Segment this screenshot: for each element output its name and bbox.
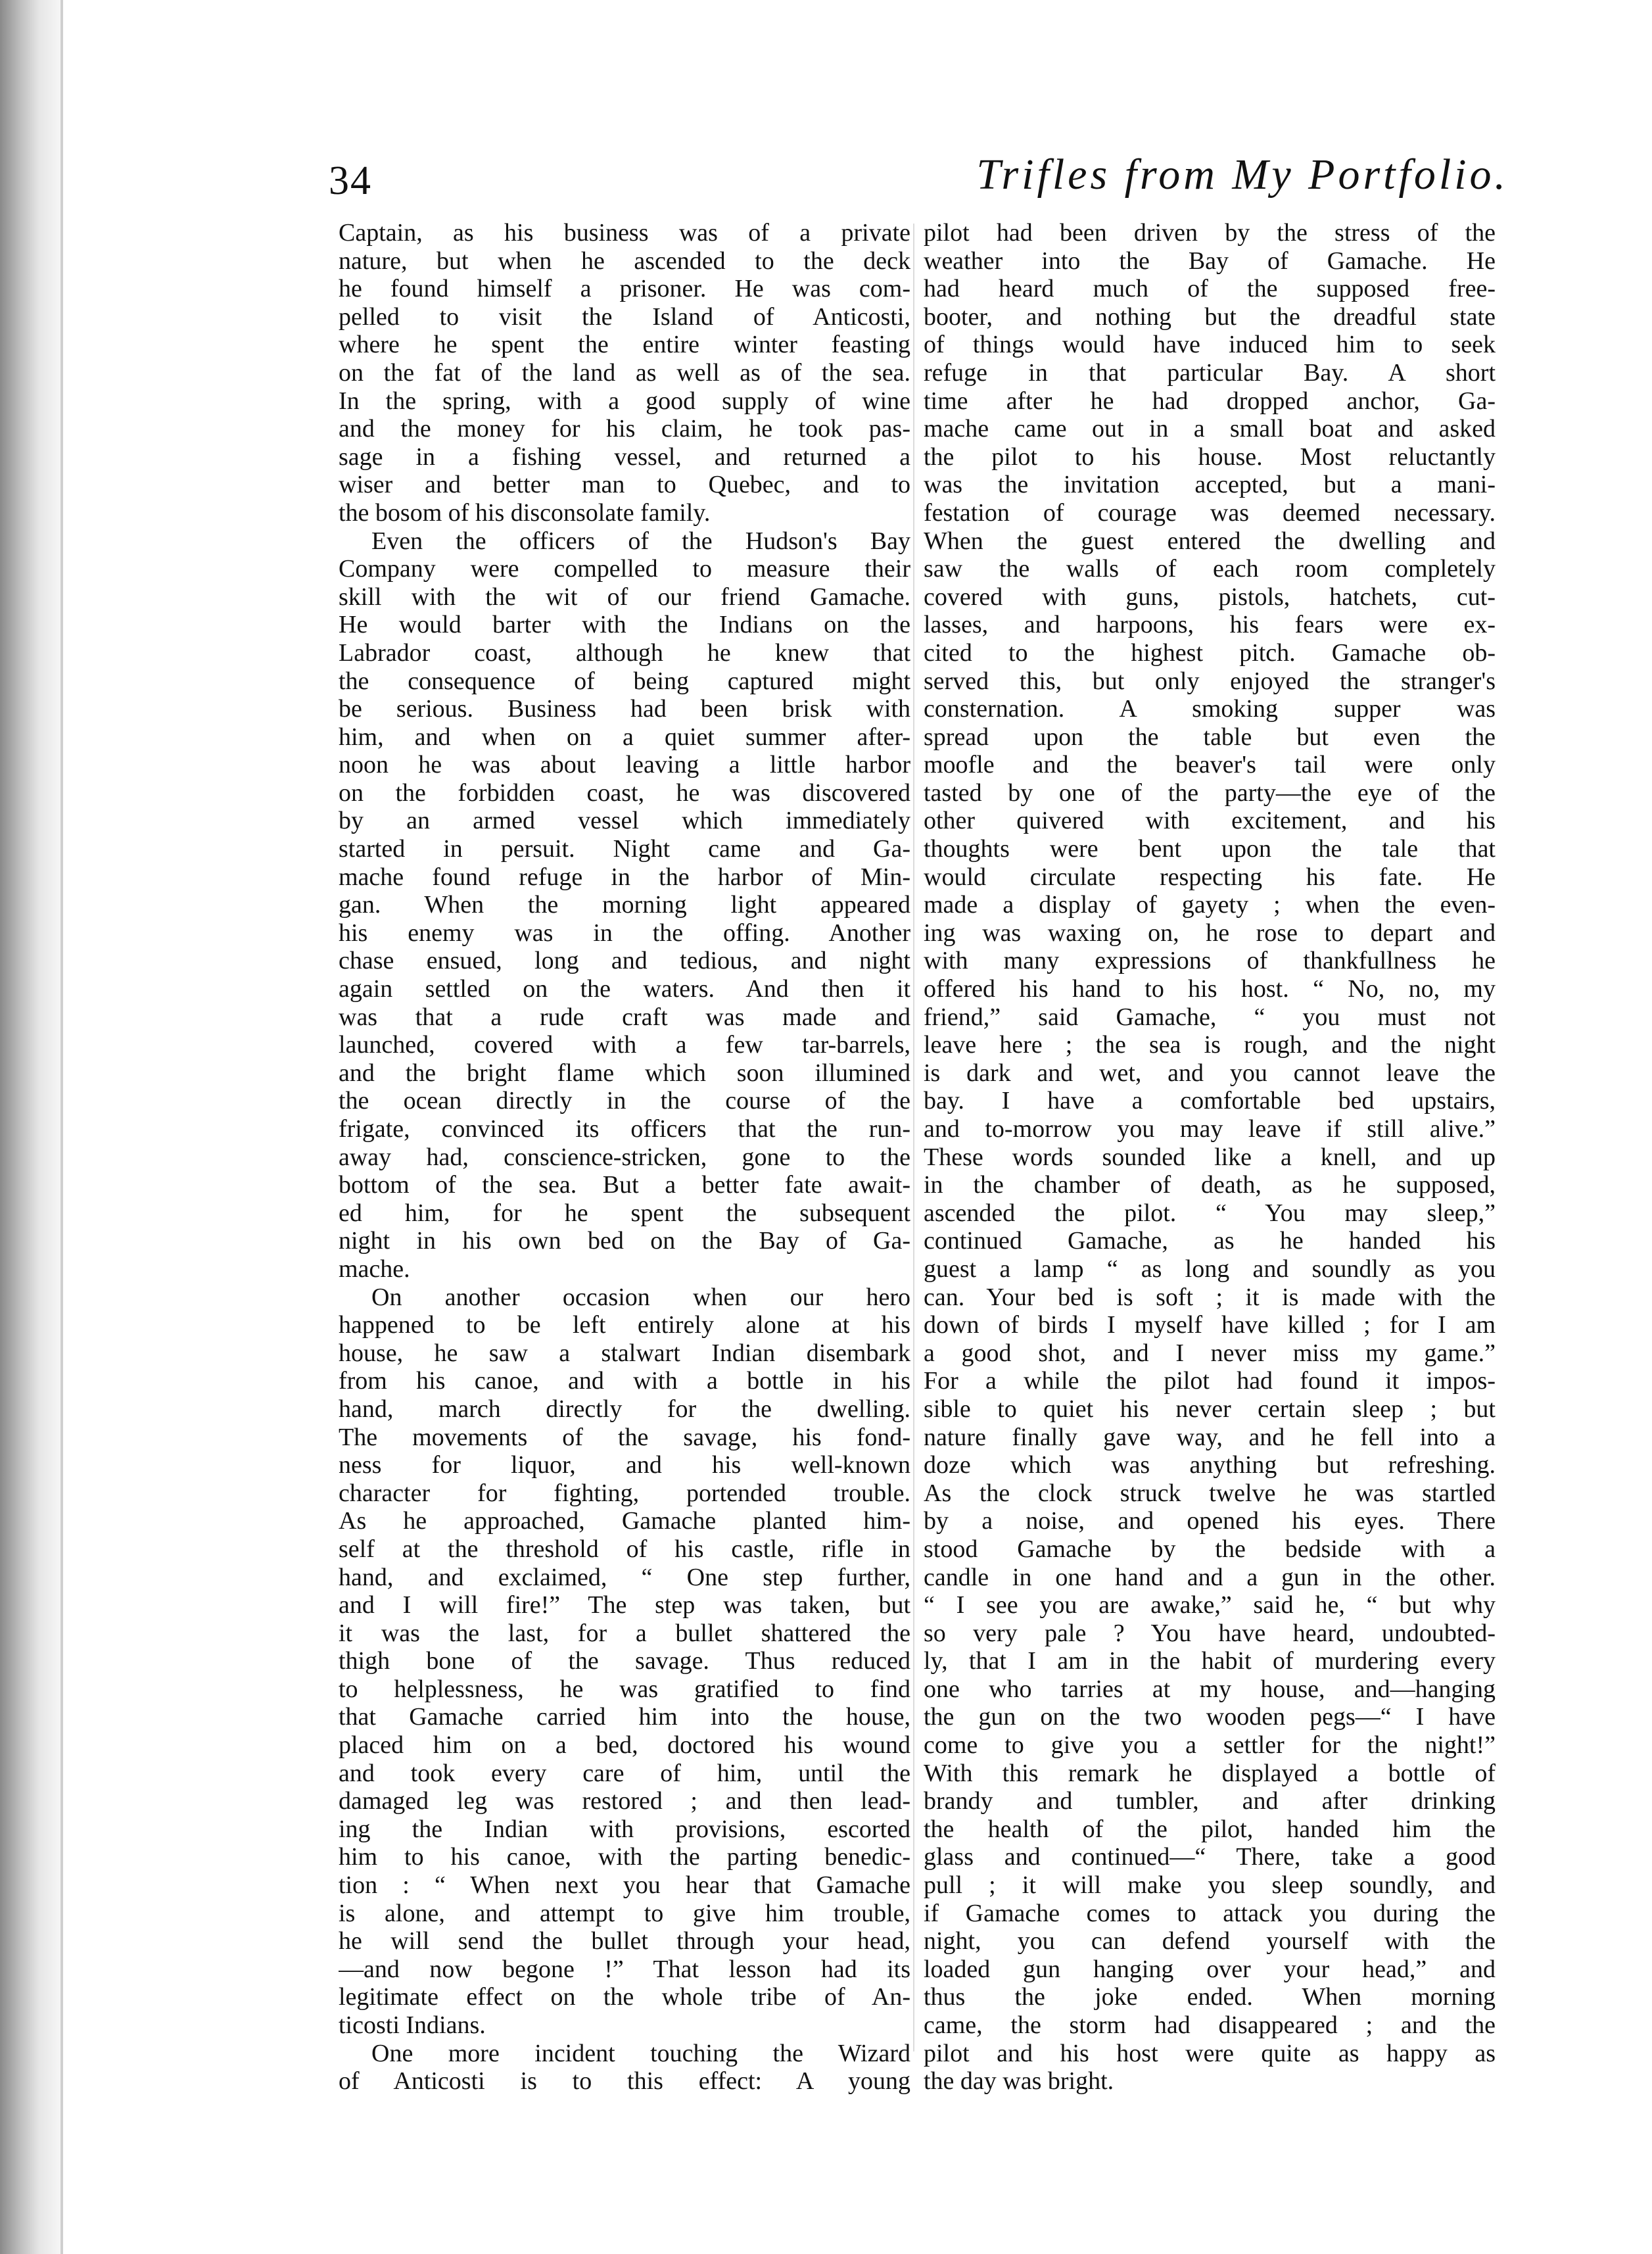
text-line: again settled on the waters. And then it <box>339 975 910 1003</box>
text-line: of things would have induced him to seek <box>924 331 1496 359</box>
text-line: he will send the bullet through your head, <box>339 1927 910 1955</box>
text-line: is dark and wet, and you cannot leave the <box>924 1059 1496 1087</box>
text-line: had heard much of the supposed free- <box>924 275 1496 303</box>
text-line: a good shot, and I never miss my game.” <box>924 1339 1496 1367</box>
text-line: down of birds I myself have killed ; for I am <box>924 1311 1496 1339</box>
text-line: Company were compelled to measure their <box>339 555 910 583</box>
text-line: With this remark he displayed a bottle of <box>924 1759 1496 1787</box>
text-line: the day was bright. <box>924 2067 1114 2096</box>
text-line: skill with the wit of our friend Gamache. <box>339 583 910 611</box>
text-line: stood Gamache by the bedside with a <box>924 1535 1496 1563</box>
text-line: with many expressions of thankfullness he <box>924 947 1496 975</box>
text-line: spread upon the table but even the <box>924 723 1496 751</box>
text-line: hand, and exclaimed, “ One step further, <box>339 1563 910 1591</box>
text-line: the pilot to his house. Most reluctantly <box>924 443 1496 471</box>
text-line: For a while the pilot had found it impos- <box>924 1367 1496 1395</box>
text-line: —and now begone !” That lesson had its <box>339 1955 910 1983</box>
text-line: launched, covered with a few tar-barrels, <box>339 1031 910 1059</box>
text-line: brandy and tumbler, and after drinking <box>924 1787 1496 1815</box>
text-line: Captain, as his business was of a private <box>339 219 910 247</box>
text-line: to helplessness, he was gratified to find <box>339 1675 910 1703</box>
left-text-column <box>339 219 910 2096</box>
text-line: placed him on a bed, doctored his wound <box>339 1731 910 1760</box>
text-line: sage in a fishing vessel, and returned a <box>339 443 910 471</box>
text-line: booter, and nothing but the dreadful state <box>924 302 1496 331</box>
text-line: ly, that I am in the habit of murdering every <box>924 1647 1496 1675</box>
text-line: came, the storm had disappeared ; and the <box>924 2011 1496 2039</box>
text-line: one who tarries at my house, and—hanging <box>924 1675 1496 1703</box>
text-line: loaded gun hanging over your head,” and <box>924 1955 1496 1983</box>
text-line: guest a lamp “ as long and soundly as you <box>924 1255 1496 1283</box>
text-line: nature, but when he ascended to the deck <box>339 247 910 275</box>
text-line: the gun on the two wooden pegs—“ I have <box>924 1703 1496 1731</box>
text-line: self at the threshold of his castle, rifle in <box>339 1535 910 1563</box>
text-line: tion : “ When next you hear that Gamache <box>339 1871 910 1900</box>
text-line: so very pale ? You have heard, undoubted- <box>924 1619 1496 1647</box>
text-line: candle in one hand and a gun in the other. <box>924 1563 1496 1591</box>
text-line: it was the last, for a bullet shattered the <box>339 1619 910 1647</box>
text-line: happened to be left entirely alone at his <box>339 1311 910 1339</box>
text-line: would circulate respecting his fate. He <box>924 863 1496 891</box>
text-line: other quivered with excitement, and his <box>924 807 1496 835</box>
text-line: The movements of the savage, his fond- <box>339 1423 910 1451</box>
text-line: was the invitation accepted, but a mani- <box>924 471 1496 499</box>
text-line: gan. When the morning light appeared <box>339 891 910 919</box>
text-line: offered his hand to his host. “ No, no, my <box>924 975 1496 1003</box>
text-line: As the clock struck twelve he was startled <box>924 1479 1496 1507</box>
text-line: Labrador coast, although he knew that <box>339 638 910 667</box>
text-line: where he spent the entire winter feasting <box>339 331 910 359</box>
page-number: 34 <box>329 158 372 203</box>
page-header <box>329 150 1509 209</box>
text-line: ascended the pilot. “ You may sleep,” <box>924 1199 1496 1227</box>
text-line: pilot and his host were quite as happy as <box>924 2039 1496 2067</box>
text-line: tasted by one of the party—the eye of the <box>924 779 1496 807</box>
text-line: “ I see you are awake,” said he, “ but why <box>924 1591 1496 1619</box>
text-line: doze which was anything but refreshing. <box>924 1451 1496 1479</box>
text-line: in the chamber of death, as he supposed, <box>924 1171 1496 1199</box>
text-line: He would barter with the Indians on the <box>339 611 910 639</box>
text-line: the bosom of his disconsolate family. <box>339 498 711 527</box>
text-line: by a noise, and opened his eyes. There <box>924 1507 1496 1535</box>
text-line: ing was waxing on, he rose to depart and <box>924 919 1496 947</box>
text-line: him to his canoe, with the parting benedic- <box>339 1843 910 1871</box>
text-line: wiser and better man to Quebec, and to <box>339 471 910 499</box>
text-line: made a display of gayety ; when the even- <box>924 891 1496 919</box>
text-line: that Gamache carried him into the house, <box>339 1703 910 1731</box>
text-line: by an armed vessel which immediately <box>339 807 910 835</box>
text-line: leave here ; the sea is rough, and the night <box>924 1031 1496 1059</box>
text-line: bottom of the sea. But a better fate await- <box>339 1171 910 1199</box>
text-line: On another occasion when our hero <box>371 1283 910 1311</box>
text-line: refuge in that particular Bay. A short <box>924 358 1496 387</box>
text-line: saw the walls of each room completely <box>924 555 1496 583</box>
text-line: the consequence of being captured might <box>339 667 910 695</box>
text-line: the ocean directly in the course of the <box>339 1087 910 1115</box>
text-line: bay. I have a comfortable bed upstairs, <box>924 1087 1496 1115</box>
text-line: festation of courage was deemed necessary. <box>924 498 1496 527</box>
column-divider <box>913 224 914 2051</box>
text-line: legitimate effect on the whole tribe of An- <box>339 1983 910 2011</box>
text-line: moofle and the beaver's tail were only <box>924 751 1496 779</box>
text-line: friend,” said Gamache, “ you must not <box>924 1003 1496 1031</box>
text-line: started in persuit. Night came and Ga- <box>339 835 910 863</box>
text-line: away had, conscience-stricken, gone to the <box>339 1143 910 1171</box>
text-line: him, and when on a quiet summer after- <box>339 723 910 751</box>
text-line: glass and continued—“ There, take a good <box>924 1843 1496 1871</box>
text-line: frigate, convinced its officers that the run- <box>339 1115 910 1143</box>
text-line: and I will fire!” The step was taken, but <box>339 1591 910 1619</box>
text-line: damaged leg was restored ; and then lead- <box>339 1787 910 1815</box>
text-line: weather into the Bay of Gamache. He <box>924 247 1496 275</box>
text-line: sible to quiet his never certain sleep ; but <box>924 1395 1496 1423</box>
text-line: and the money for his claim, he took pas- <box>339 415 910 443</box>
text-line: In the spring, with a good supply of wine <box>339 387 910 415</box>
text-line: is alone, and attempt to give him trouble, <box>339 1899 910 1927</box>
text-line: night, you can defend yourself with the <box>924 1927 1496 1955</box>
text-line: from his canoe, and with a bottle in his <box>339 1367 910 1395</box>
text-line: noon he was about leaving a little harbor <box>339 751 910 779</box>
text-line: the health of the pilot, handed him the <box>924 1815 1496 1843</box>
text-line: pelled to visit the Island of Anticosti, <box>339 302 910 331</box>
text-line: ing the Indian with provisions, escorted <box>339 1815 910 1843</box>
text-line: he found himself a prisoner. He was com- <box>339 275 910 303</box>
text-line: on the fat of the land as well as of the sea. <box>339 358 910 387</box>
text-line: served this, but only enjoyed the stranger's <box>924 667 1496 695</box>
text-line: As he approached, Gamache planted him- <box>339 1507 910 1535</box>
text-line: time after he had dropped anchor, Ga- <box>924 387 1496 415</box>
text-line: ness for liquor, and his well-known <box>339 1451 910 1479</box>
text-line: pull ; it will make you sleep soundly, and <box>924 1871 1496 1900</box>
text-line: continued Gamache, as he handed his <box>924 1227 1496 1255</box>
text-line: ed him, for he spent the subsequent <box>339 1199 910 1227</box>
text-line: come to give you a settler for the night!” <box>924 1731 1496 1760</box>
text-line: house, he saw a stalwart Indian disembark <box>339 1339 910 1367</box>
text-line: and took every care of him, until the <box>339 1759 910 1787</box>
text-line: was that a rude craft was made and <box>339 1003 910 1031</box>
book-spine-shadow <box>0 0 60 2254</box>
text-line: pilot had been driven by the stress of the <box>924 219 1496 247</box>
text-line: night in his own bed on the Bay of Ga- <box>339 1227 910 1255</box>
text-line: covered with guns, pistols, hatchets, cut- <box>924 583 1496 611</box>
text-line: One more incident touching the Wizard <box>371 2039 910 2067</box>
text-line: When the guest entered the dwelling and <box>924 527 1496 555</box>
text-line: and the bright flame which soon illumined <box>339 1059 910 1087</box>
running-title: Trifles from My Portfolio. <box>976 151 1509 199</box>
text-line: These words sounded like a knell, and up <box>924 1143 1496 1171</box>
text-line: character for fighting, portended trouble. <box>339 1479 910 1507</box>
page-edge-line <box>60 0 63 2254</box>
text-line: thigh bone of the savage. Thus reduced <box>339 1647 910 1675</box>
text-line: mache. <box>339 1255 410 1283</box>
text-line: if Gamache comes to attack you during the <box>924 1899 1496 1927</box>
text-line: of Anticosti is to this effect: A young <box>339 2067 910 2096</box>
text-line: ticosti Indians. <box>339 2011 486 2039</box>
text-line: cited to the highest pitch. Gamache ob- <box>924 638 1496 667</box>
text-line: nature finally gave way, and he fell into a <box>924 1423 1496 1451</box>
text-line: can. Your bed is soft ; it is made with the <box>924 1283 1496 1311</box>
text-line: and to-morrow you may leave if still alive.” <box>924 1115 1496 1143</box>
text-line: be serious. Business had been brisk with <box>339 695 910 723</box>
text-line: lasses, and harpoons, his fears were ex- <box>924 611 1496 639</box>
text-line: mache found refuge in the harbor of Min- <box>339 863 910 891</box>
text-line: on the forbidden coast, he was discovered <box>339 779 910 807</box>
text-line: chase ensued, long and tedious, and night <box>339 947 910 975</box>
text-line: consternation. A smoking supper was <box>924 695 1496 723</box>
text-line: mache came out in a small boat and asked <box>924 415 1496 443</box>
text-line: thus the joke ended. When morning <box>924 1983 1496 2011</box>
right-text-column <box>924 219 1496 2096</box>
text-line: Even the officers of the Hudson's Bay <box>371 527 910 555</box>
text-line: his enemy was in the offing. Another <box>339 919 910 947</box>
text-line: hand, march directly for the dwelling. <box>339 1395 910 1423</box>
text-line: thoughts were bent upon the tale that <box>924 835 1496 863</box>
